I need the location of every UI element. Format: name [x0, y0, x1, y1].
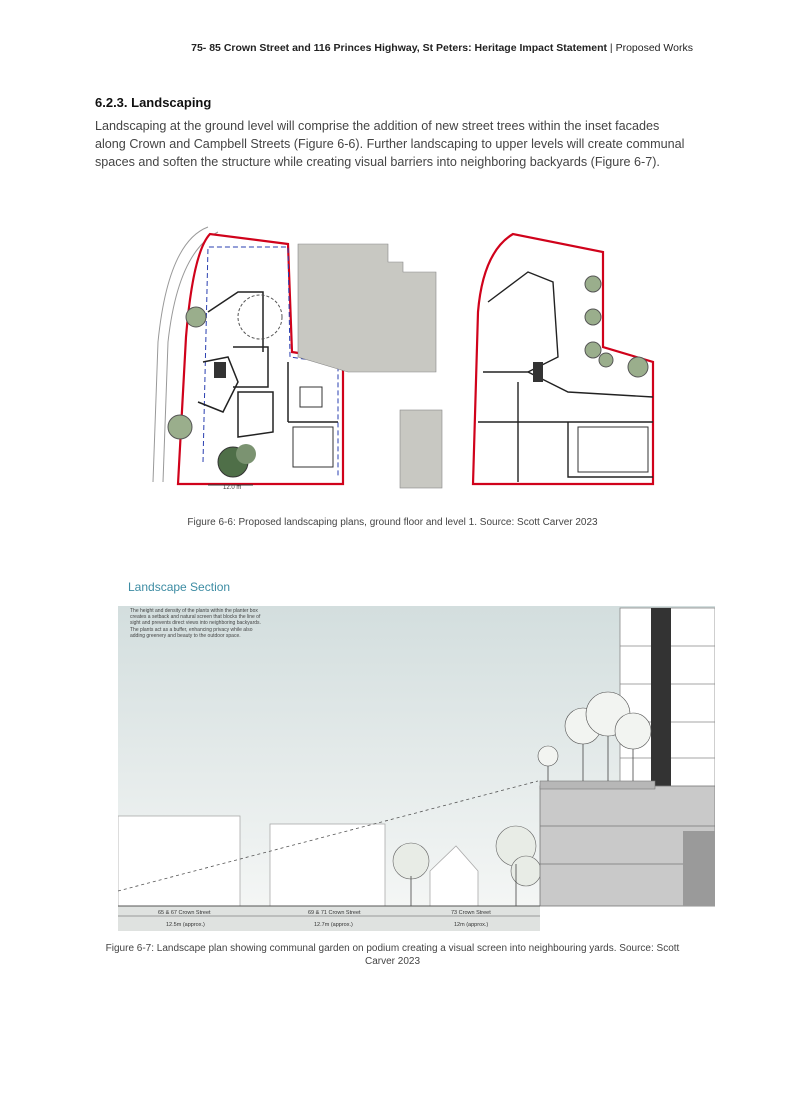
street-2-name: 69 & 71 Crown Street: [308, 910, 361, 916]
street-1-name: 65 & 67 Crown Street: [158, 910, 211, 916]
street-2-distance: 12.7m (approx.): [314, 922, 353, 928]
header-title: 75- 85 Crown Street and 116 Princes Highway, St Peters: Heritage Impact Statement: [191, 42, 607, 54]
street-1-distance: 12.5m (approx.): [166, 922, 205, 928]
street-3-distance: 12m (approx.): [454, 922, 489, 928]
site-boundary-level1: [473, 234, 653, 484]
figure-6-7-caption: Figure 6-7: Landscape plan showing communal garden on podium creating a visual screen into neighbouring yards. Source: Scott Carver 2023: [105, 943, 680, 967]
figure-6-6-caption: Figure 6-6: Proposed landscaping plans, ground floor and level 1. Source: Scott Carver 2023: [187, 517, 598, 528]
header-section: Proposed Works: [615, 42, 693, 54]
header-separator: |: [607, 42, 616, 54]
page-header: [191, 42, 693, 54]
section-heading: 6.2.3. Landscaping: [95, 95, 212, 110]
landscape-section-note: The height and density of the plants within the planter box creates a setback and natural screen that blocks the line of sight and prevents direct views into neighboring backyards. The plants act as a buffer, enhancing privacy while also adding greenery and beauty to the outdoor space.: [130, 608, 261, 639]
landscape-section-title: Landscape Section: [128, 580, 231, 594]
body-paragraph: Landscaping at the ground level will comprise the addition of new street trees within the inset facades along Crown and Campbell Streets (Figure 6-6). Further landscaping to upper levels will create communal spaces and soften the structure while creating visual barriers into neighboring backyards (Figure 6-7).: [95, 119, 685, 169]
landscape-section-figure: [118, 606, 715, 931]
street-3-name: 73 Crown Street: [451, 910, 491, 916]
landscaping-plans-figure: [148, 222, 668, 492]
dimension-label: 12.0 m: [223, 485, 242, 491]
